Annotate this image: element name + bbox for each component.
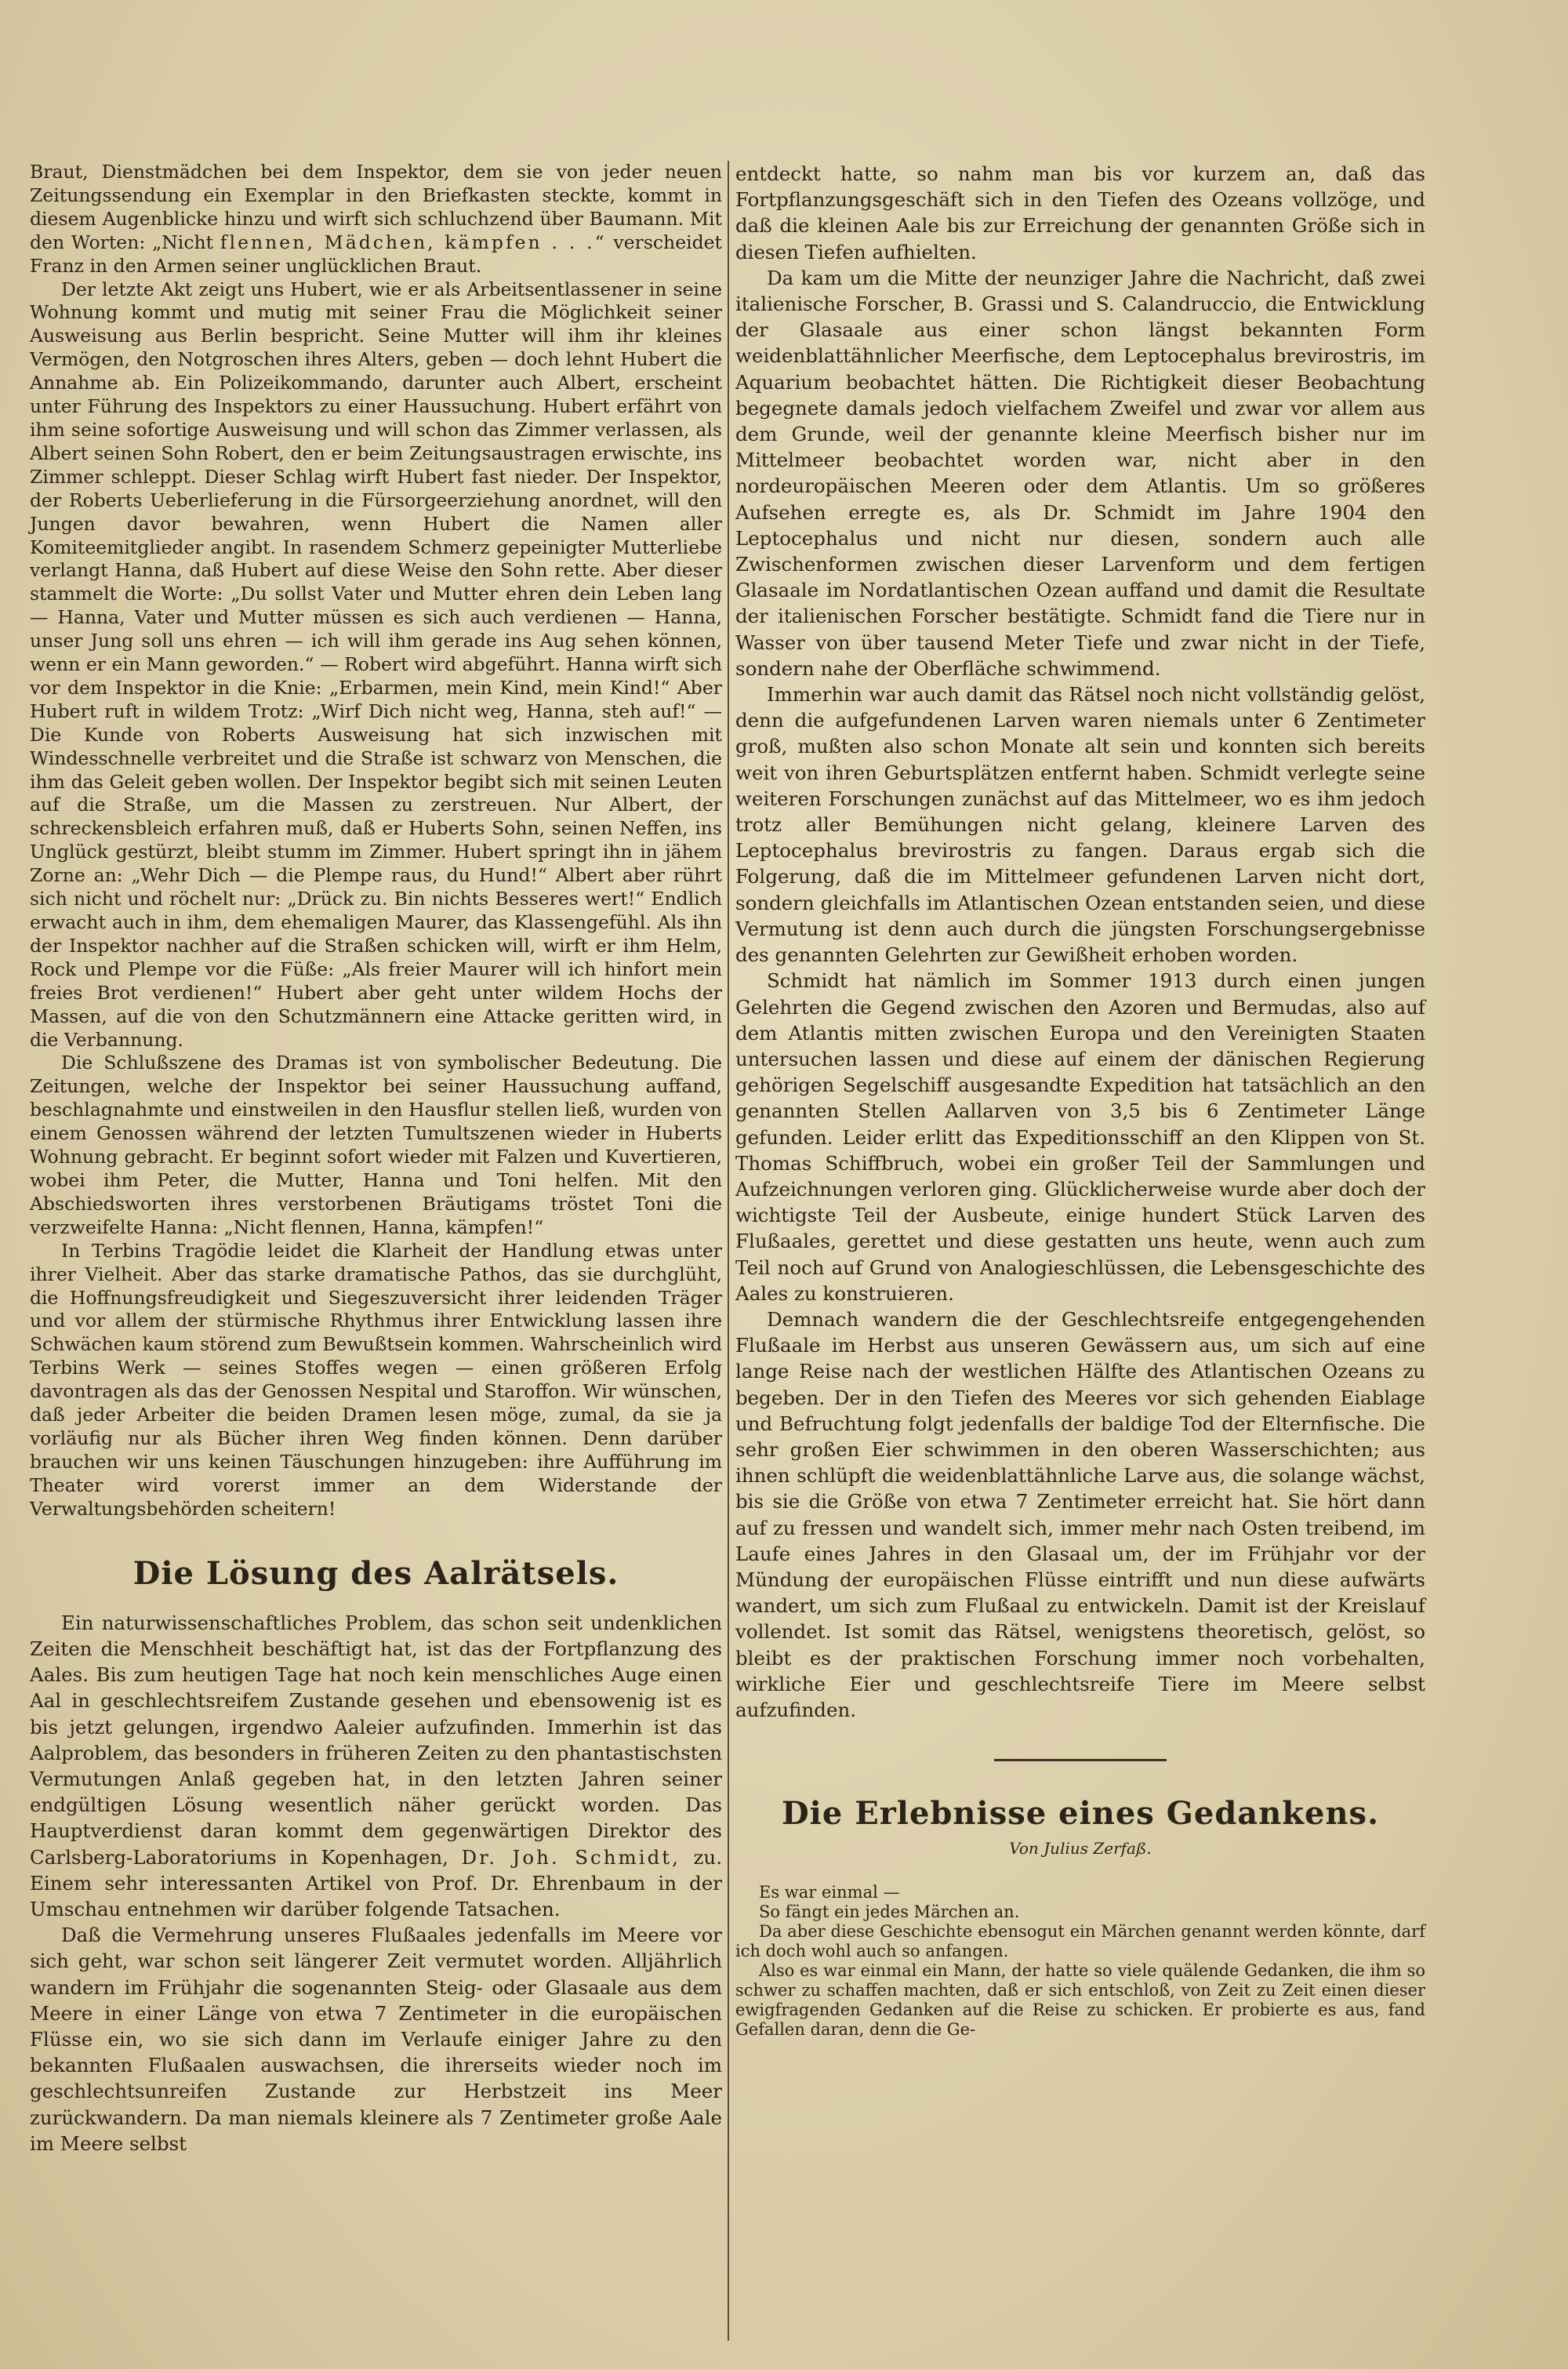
story-line-2: So fängt ein jedes Märchen an.	[759, 1902, 1020, 1921]
eel-article-paragraph-5: Immerhin war auch damit das Rätsel noch nicht vollständig gelöst, denn die aufgefundenen Larven waren niemals unter 6 Zentimeter groß, mußten also schon Monate alt sein und konnten sich bereits weit von ihren Geburtsplätzen entfernt haben. Schmidt verlegte seine weiteren Forschungen zunächst auf das Mittelmeer, wo es ihm jedoch trotz aller Bemühungen nicht gelang, kleinere Larven des Leptocephalus brevirostris zu fangen. Daraus ergab sich die Folgerung, daß die im Mittelmeer gefundenen Larven nicht dort, sondern gleichfalls im Atlantischen Ozean entstanden seien, und diese Vermutung ist denn auch durch die jüngsten Forschungsergebnisse des genannten Gelehrten zur Gewißheit erhoben worden.	[735, 683, 1425, 967]
author-name-spaced: Dr. Joh. Schmidt,	[461, 1845, 681, 1869]
eel-article-paragraph-1: Ein naturwissenschaftliches Problem, das schon seit undenklichen Zeiten die Menschheit beschäftigt hat, ist das der Fortpflanzung des Aales. Bis zum heutigen Tage hat noch kein menschliches Auge einen Aal in geschlechtsreifem Zustande gesehen und ebensowenig ist es bis jetzt gelungen, irgendwo Aaleier aufzufinden. Immerhin ist das Aalproblem, das besonders in früheren Zeiten zu den phantastischsten Vermutungen Anlaß gegeben hat, in den letzten Jahren seiner endgültigen Lösung wesentlich näher gerückt worden. Das Hauptverdienst daran kommt dem gegenwärtigen Direktor des Carlsberg-Laboratoriums in Kopenhagen, Dr. Joh. Schmidt, zu. Einem sehr interessanten Artikel von Prof. Dr. Ehrenbaum in der Umschau entnehmen wir darüber folgende Tatsachen.	[30, 1611, 723, 1920]
eel-article-paragraph-4: Da kam um die Mitte der neunziger Jahre die Nachricht, daß zwei italienische Forscher, B. Grassi und S. Calandruccio, die Entwicklung der Glasaale aus einer schon längst bekannten Form weidenblattähnlicher Meerfische, dem Leptocephalus brevirostris, im Aquarium beobachtet hätten. Die Richtigkeit dieser Beobachtung begegnete damals jedoch vielfachem Zweifel und zwar vor allem aus dem Grunde, weil der genannte kleine Meerfisch bisher nur im Mittelmeer beobachtet worden war, nicht aber in den nordeuropäischen Meeren oder dem Atlantis. Um so größeres Aufsehen erregte es, als Dr. Schmidt im Jahre 1904 den Leptocephalus und nicht nur diesen, sondern auch alle Zwischenformen zwischen dieser Larvenform und dem fertigen Glasaale im Nordatlantischen Ozean auffand und damit die Resultate der italienischen Forscher bestätigte. Schmidt fand die Tiere nur in Wasser von über tausend Meter Tiefe und zwar nicht in der Tiefe, sondern nahe der Oberfläche schwimmend.	[735, 266, 1425, 680]
drama-review-paragraph-3: Die Schlußszene des Dramas ist von symbolischer Bedeutung. Die Zeitungen, welche der Inspektor bei seiner Haussuchung auffand, beschlagnahmte und einstweilen in den Hausflur stellen ließ, wurden von einem Genossen während der letzten Tumultszenen wieder in Huberts Wohnung gebracht. Er beginnt sofort wieder mit Falzen und Kuvertieren, wobei ihm Peter, die Mutter, Hanna und Toni helfen. Mit den Abschiedsworten ihres verstorbenen Bräutigams tröstet Toni die verzweifelte Hanna: „Nicht flennen, Hanna, kämpfen!“	[30, 1052, 722, 1238]
column-divider	[728, 161, 729, 2341]
left-column	[30, 161, 722, 2156]
eel-article-paragraph-3: entdeckt hatte, so nahm man bis vor kurzem an, daß das Fortpflanzungsgeschäft sich in den Tiefen des Ozeans vollzöge, und daß die kleinen Aale bis zur Erreichung der genannten Größe sich in diesen Tiefen aufhielten.	[735, 162, 1425, 263]
drama-review-paragraph-4: In Terbins Tragödie leidet die Klarheit der Handlung etwas unter ihrer Vielheit. Aber das starke dramatische Pathos, das sie durchglüht, die Hoffnungsfreudigkeit und Siegeszuversicht ihrer leidenden Träger und vor allem der stürmische Rhythmus ihrer Entwicklung lassen ihre Schwächen kaum störend zum Bewußtsein kommen. Wahrscheinlich wird Terbins Werk — seines Stoffes wegen — einen größeren Erfolg davontragen als das der Genossen Nespital und Staroffon. Wir wünschen, daß jeder Arbeiter die beiden Dramen lesen möge, zumal, da sie ja vorläufig nur als Bücher ihren Weg finden können. Denn darüber brauchen wir uns keinen Täuschungen hinzugeben: ihre Aufführung im Theater wird vorerst immer an dem Widerstande der Verwaltungsbehörden scheitern!	[30, 1239, 722, 1520]
article-separator-rule	[994, 1759, 1167, 1761]
eel-article-paragraph-7: Demnach wandern die der Geschlechtsreife entgegengehenden Flußaale im Herbst aus unseren Gewässern aus, um sich auf eine lange Reise nach der westlichen Hälfte des Atlantischen Ozeans zu begeben. Der in den Tiefen des Meeres vor sich gehenden Eiablage und Befruchtung folgt jedenfalls der baldige Tod der Elternfische. Die sehr großen Eier schwimmen in den oberen Wasserschichten; aus ihnen schlüpft die weidenblattähnliche Larve aus, die solange wächst, bis sie die Größe von etwa 7 Zentimeter erreicht hat. Sie hört dann auf zu fressen und wandelt sich, immer mehr nach Osten treibend, im Laufe eines Jahres in den Glasaal um, der im Frühjahr vor der Mündung der europäischen Flüsse eintrifft und nun diese aufwärts wandert, um sich zum Flußaal zu entwickeln. Damit ist der Kreislauf vollendet. Ist somit das Rätsel, wenigstens theoretisch, gelöst, so bleibt es der praktischen Forschung immer noch vorbehalten, wirkliche Eier und geschlechtsreife Tiere im Meere selbst aufzufinden.	[735, 1307, 1425, 1721]
drama-review-paragraph-2: Der letzte Akt zeigt uns Hubert, wie er als Arbeitsentlassener in seine Wohnung kommt und mutig mit seiner Frau die Möglichkeit seiner Ausweisung aus Berlin bespricht. Seine Mutter will ihm ihr kleines Vermögen, den Notgroschen ihres Alters, geben — doch lehnt Hubert die Annahme ab. Ein Polizeikommando, darunter auch Albert, erscheint unter Führung des Inspektors zu einer Haussuchung. Hubert erfährt von ihm seine sofortige Ausweisung und will schon das Zimmer verlassen, als Albert seinen Sohn Robert, den er beim Zeitungsaustragen erwischte, ins Zimmer schleppt. Dieser Schlag wirft Hubert fast nieder. Der Inspektor, der Roberts Ueberlieferung in die Fürsorgeerziehung anordnet, will den Jungen davor bewahren, wenn Hubert die Namen aller Komiteemitglieder angibt. In rasendem Schmerz gepeinigter Mutterliebe verlangt Hanna, daß Hubert auf diese Weise den Sohn rette. Aber dieser stammelt die Worte: „Du sollst Vater und Mutter ehren dein Leben lang — Hanna, Vater und Mutter müssen es sich auch verdienen — Hanna, unser Jung soll uns ehren — ich will ihm gerade ins Aug sehen können, wenn er ein Mann geworden.“ — Robert wird abgeführt. Hanna wirft sich vor dem Inspektor in die Knie: „Erbarmen, mein Kind, mein Kind!“ Aber Hubert ruft in wildem Trotz: „Wirf Dich nicht weg, Hanna, steh auf!“ — Die Kunde von Roberts Ausweisung hat sich inzwischen mit Windesschnelle verbreitet und die Straße ist schwarz von Menschen, die ihm das Geleit geben wollen. Der Inspektor begibt sich mit seinen Leuten auf die Straße, um die Massen zu zerstreuen. Nur Albert, der schreckensbleich erfahren muß, daß er Huberts Sohn, seinen Neffen, ins Unglück gestürzt, bleibt stumm im Zimmer. Hubert springt ihn in jähem Zorne an: „Wehr Dich — die Plempe raus, du Hund!“ Albert aber rührt sich nicht und röchelt nur: „Drück zu. Bin nichts Besseres wert!“ Endlich erwacht auch in ihm, dem ehemaligen Maurer, das Klassengefühl. Als ihn der Inspektor nachher auf die Straßen schicken will, wirft er ihm Helm, Rock und Plempe vor die Füße: „Als freier Maurer will ich hinfort mein freies Brot verdienen!“ Hubert aber geht unter wildem Hochs der Massen, auf die von den Schutzmännern eine Attacke geritten wird, in die Verbannung.	[30, 278, 722, 1051]
spacer	[735, 1723, 1425, 1759]
eel-article-title: Die Lösung des Aalrätsels.	[132, 1554, 619, 1592]
quote-spaced: flennen, Mädchen, kämpfen . . .“	[220, 231, 607, 253]
right-column	[735, 161, 1425, 2040]
story-line-1: Es war einmal —	[759, 1882, 900, 1902]
story-byline: Von Julius Zerfaß.	[1009, 1839, 1152, 1859]
story-body	[735, 1883, 1425, 2040]
story-title: Die Erlebnisse eines Gedankens.	[781, 1795, 1379, 1833]
eel-article-paragraph-2: Daß die Vermehrung unseres Flußaales jedenfalls im Meere vor sich geht, war schon seit längerer Zeit vermutet worden. Alljährlich wandern im Frühjahr die sogenannten Steig- oder Glasaale aus dem Meere in einer Länge von etwa 7 Zentimeter in die europäischen Flüsse ein, wo sie sich dann im Verlaufe einiger Jahre zu den bekannten Flußaalen auswachsen, die ihrerseits wieder noch im geschlechtsunreifen Zustande zur Herbstzeit ins Meer zurückwandern. Da man niemals kleinere als 7 Zentimeter große Aale im Meere selbst	[30, 1924, 722, 2155]
drama-review-paragraph-1: Braut, Dienstmädchen bei dem Inspektor, dem sie von jeder neuen Zeitungssendung ein Exemplar in den Briefkasten steckte, kommt in diesem Augenblicke hinzu und wirft sich schluchzend über Baumann. Mit den Worten: „Nicht flennen, Mädchen, kämpfen . . .“ verscheidet Franz in den Armen seiner unglücklichen Braut.	[30, 161, 723, 277]
story-paragraph-2: Also es war einmal ein Mann, der hatte so viele quälende Gedanken, die ihm so schwer zu schaffen machten, daß er sich entschloß, von Zeit zu Zeit einen dieser ewigfragenden Gedanken auf die Reise zu schicken. Er probierte es aus, fand Gefallen daran, denn die Ge-	[735, 1960, 1425, 2039]
eel-article-paragraph-6: Schmidt hat nämlich im Sommer 1913 durch einen jungen Gelehrten die Gegend zwischen den Azoren und Bermudas, also auf dem Atlantis mitten zwischen Europa und den Vereinigten Staaten untersuchen lassen und diese auf einem der dänischen Regierung gehörigen Segelschiff ausgesandte Expedition hat tatsächlich an den genannten Stellen Aallarven von 3,5 bis 6 Zentimeter Länge gefunden. Leider erlitt das Expeditionsschiff an den Klippen von St. Thomas Schiffbruch, wobei ein großer Teil der Sammlungen und Aufzeichnungen verloren ging. Glücklicherweise wurde aber doch der wichtigste Teil der Ausbeute, einige hundert Stück Larven des Flußaales, gerettet und diese gestatten uns heute, wenn auch zum Teil noch auf Grund von Analogieschlüssen, die Lebensgeschichte des Aales zu konstruieren.	[735, 969, 1425, 1305]
story-paragraph-1: Da aber diese Geschichte ebensogut ein Märchen genannt werden könnte, darf ich doch wohl auch so anfangen.	[735, 1921, 1425, 1960]
